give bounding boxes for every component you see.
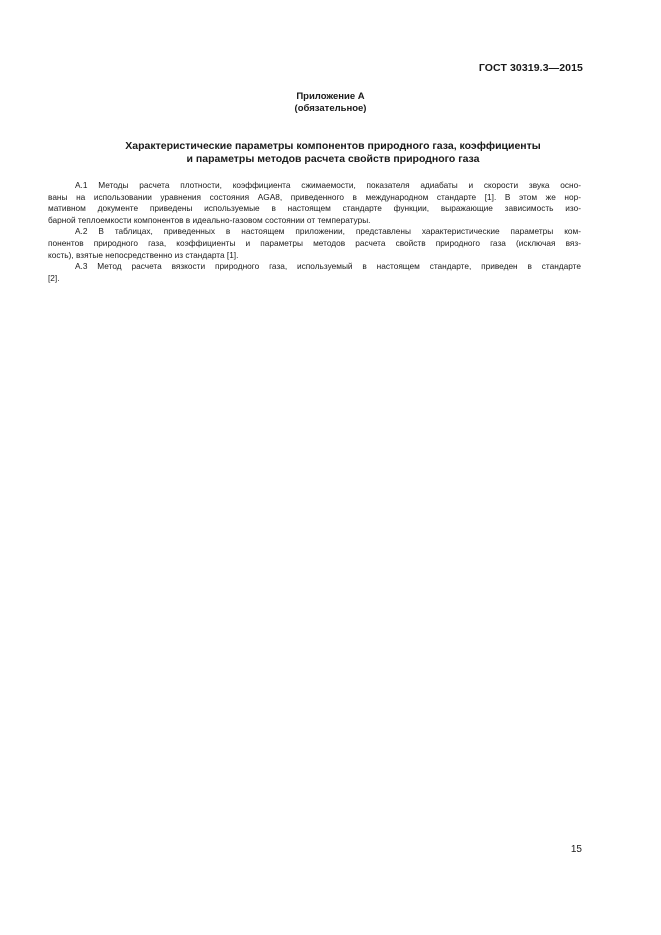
paragraph-a3-line-2: [2]. [48, 272, 60, 283]
section-heading-line-2: и параметры методов расчета свойств природного газа [186, 153, 480, 165]
paragraph-a1 [48, 180, 581, 226]
paragraph-a1-line-2: ваны на использовании уравнения состояния AGA8, приведенного в международном стандарте [1]. В этом же нор- [48, 191, 581, 202]
paragraph-a1-line-1: А.1 Методы расчета плотности, коэффициента сжимаемости, показателя адиабаты и скорости звука осно- [75, 180, 581, 190]
paragraph-a3 [48, 261, 581, 284]
appendix-title-block [0, 91, 661, 115]
section-heading [60, 140, 606, 166]
paragraph-a3-line-1: А.3 Метод расчета вязкости природного газа, используемый в настоящем стандарте, приведен в стандарте [75, 261, 581, 272]
paragraph-a1-line-4: барной теплоемкости компонентов в идеально-газовом состоянии от температуры. [48, 214, 371, 225]
paragraph-a2-line-1: А.2 В таблицах, приведенных в настоящем приложении, представлены характеристические параметры ком- [75, 226, 581, 237]
page-number: 15 [570, 844, 582, 855]
appendix-subtitle: (обязательное) [294, 103, 367, 114]
appendix-title: Приложение А [296, 91, 365, 102]
document-code: ГОСТ 30319.3—2015 [478, 62, 583, 74]
paragraph-a2-line-2: понентов природного газа, коэффициенты и параметры методов расчета свойств природного газа (исключая вяз- [48, 237, 581, 248]
paragraph-a1-line-3: мативном документе приведены используемые в настоящем стандарте функции, выражающие зависимость изо- [48, 203, 581, 214]
paragraph-a2 [48, 226, 581, 261]
section-heading-line-1: Характеристические параметры компонентов природного газа, коэффициенты [125, 140, 541, 152]
paragraph-a2-line-3: кость), взятые непосредственно из стандарта [1]. [48, 249, 239, 260]
body-text [48, 180, 581, 284]
